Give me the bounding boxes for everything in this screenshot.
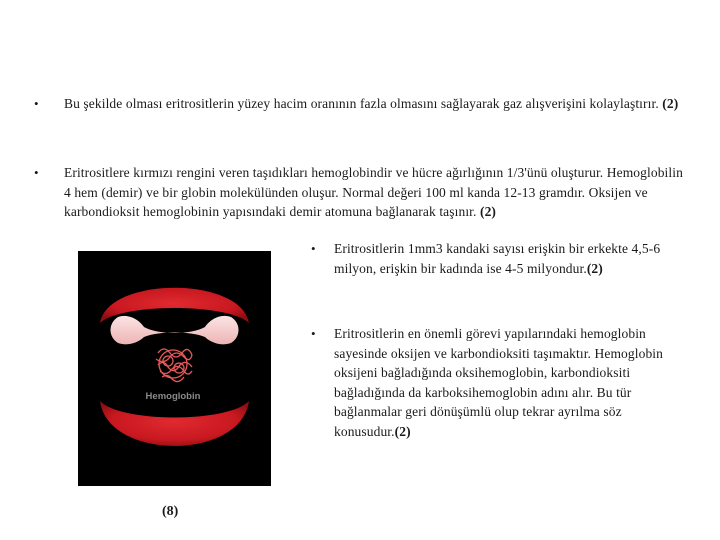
hemoglobin-label: Hemoglobin	[145, 391, 201, 402]
paragraph-text: Eritrositlerin en önemli görevi yapılarındaki hemoglobin sayesinde oksijen ve karbondioksiti taşımaktır. Hemoglobin oksijeni bağladığında oksihemoglobin, karbondioksiti bağladığında da karboksihemoglobin adını alır. Bu tür bağlanmalar geri dönüşümlü olup tekrar ayrılma söz konusudur.	[334, 326, 664, 439]
paragraph-erythrocyte-count	[334, 239, 664, 278]
erythrocyte-hemoglobin-figure	[78, 251, 271, 486]
paragraph-text: Eritrositlere kırmızı rengini veren taşıdıkları hemoglobindir ve hücre ağırlığının 1/3'ünü oluşturur. Hemoglobilin 4 hem (demir) ve bir globin molekülünden oluşur. Normal değeri 100 ml kanda 12-13 gramdır. Oksijen ve karbondioksit hemoglobinin yapısındaki demir atomuna bağlanarak taşınır.	[64, 165, 683, 219]
bullet-1: •	[34, 96, 39, 111]
hemoglobin-molecule-icon	[156, 349, 192, 382]
reference-mark: (2)	[586, 260, 603, 276]
cell-bottom-half	[100, 401, 249, 446]
erythrocyte-illustration	[78, 251, 271, 486]
paragraph-surface-volume	[64, 94, 684, 114]
bullet-2: •	[34, 165, 39, 180]
reference-mark: (2)	[394, 423, 411, 439]
reference-mark: (2)	[662, 96, 679, 111]
cell-cross-section	[111, 316, 239, 344]
reference-mark: (2)	[479, 204, 497, 219]
figure-reference: (8)	[162, 504, 179, 519]
paragraph-text: Bu şekilde olması eritrositlerin yüzey hacim oranının fazla olmasını sağlayarak gaz alışverişini kolaylaştırır.	[64, 96, 663, 111]
paragraph-text: Eritrositlerin 1mm3 kandaki sayısı erişkin bir erkekte 4,5-6 milyon, erişkin bir kadında ise 4-5 milyondur.	[334, 241, 661, 276]
paragraph-hemoglobin-color	[64, 163, 684, 222]
bullet-3: •	[311, 241, 316, 256]
bullet-4: •	[311, 326, 316, 341]
paragraph-gas-transport	[334, 324, 664, 441]
